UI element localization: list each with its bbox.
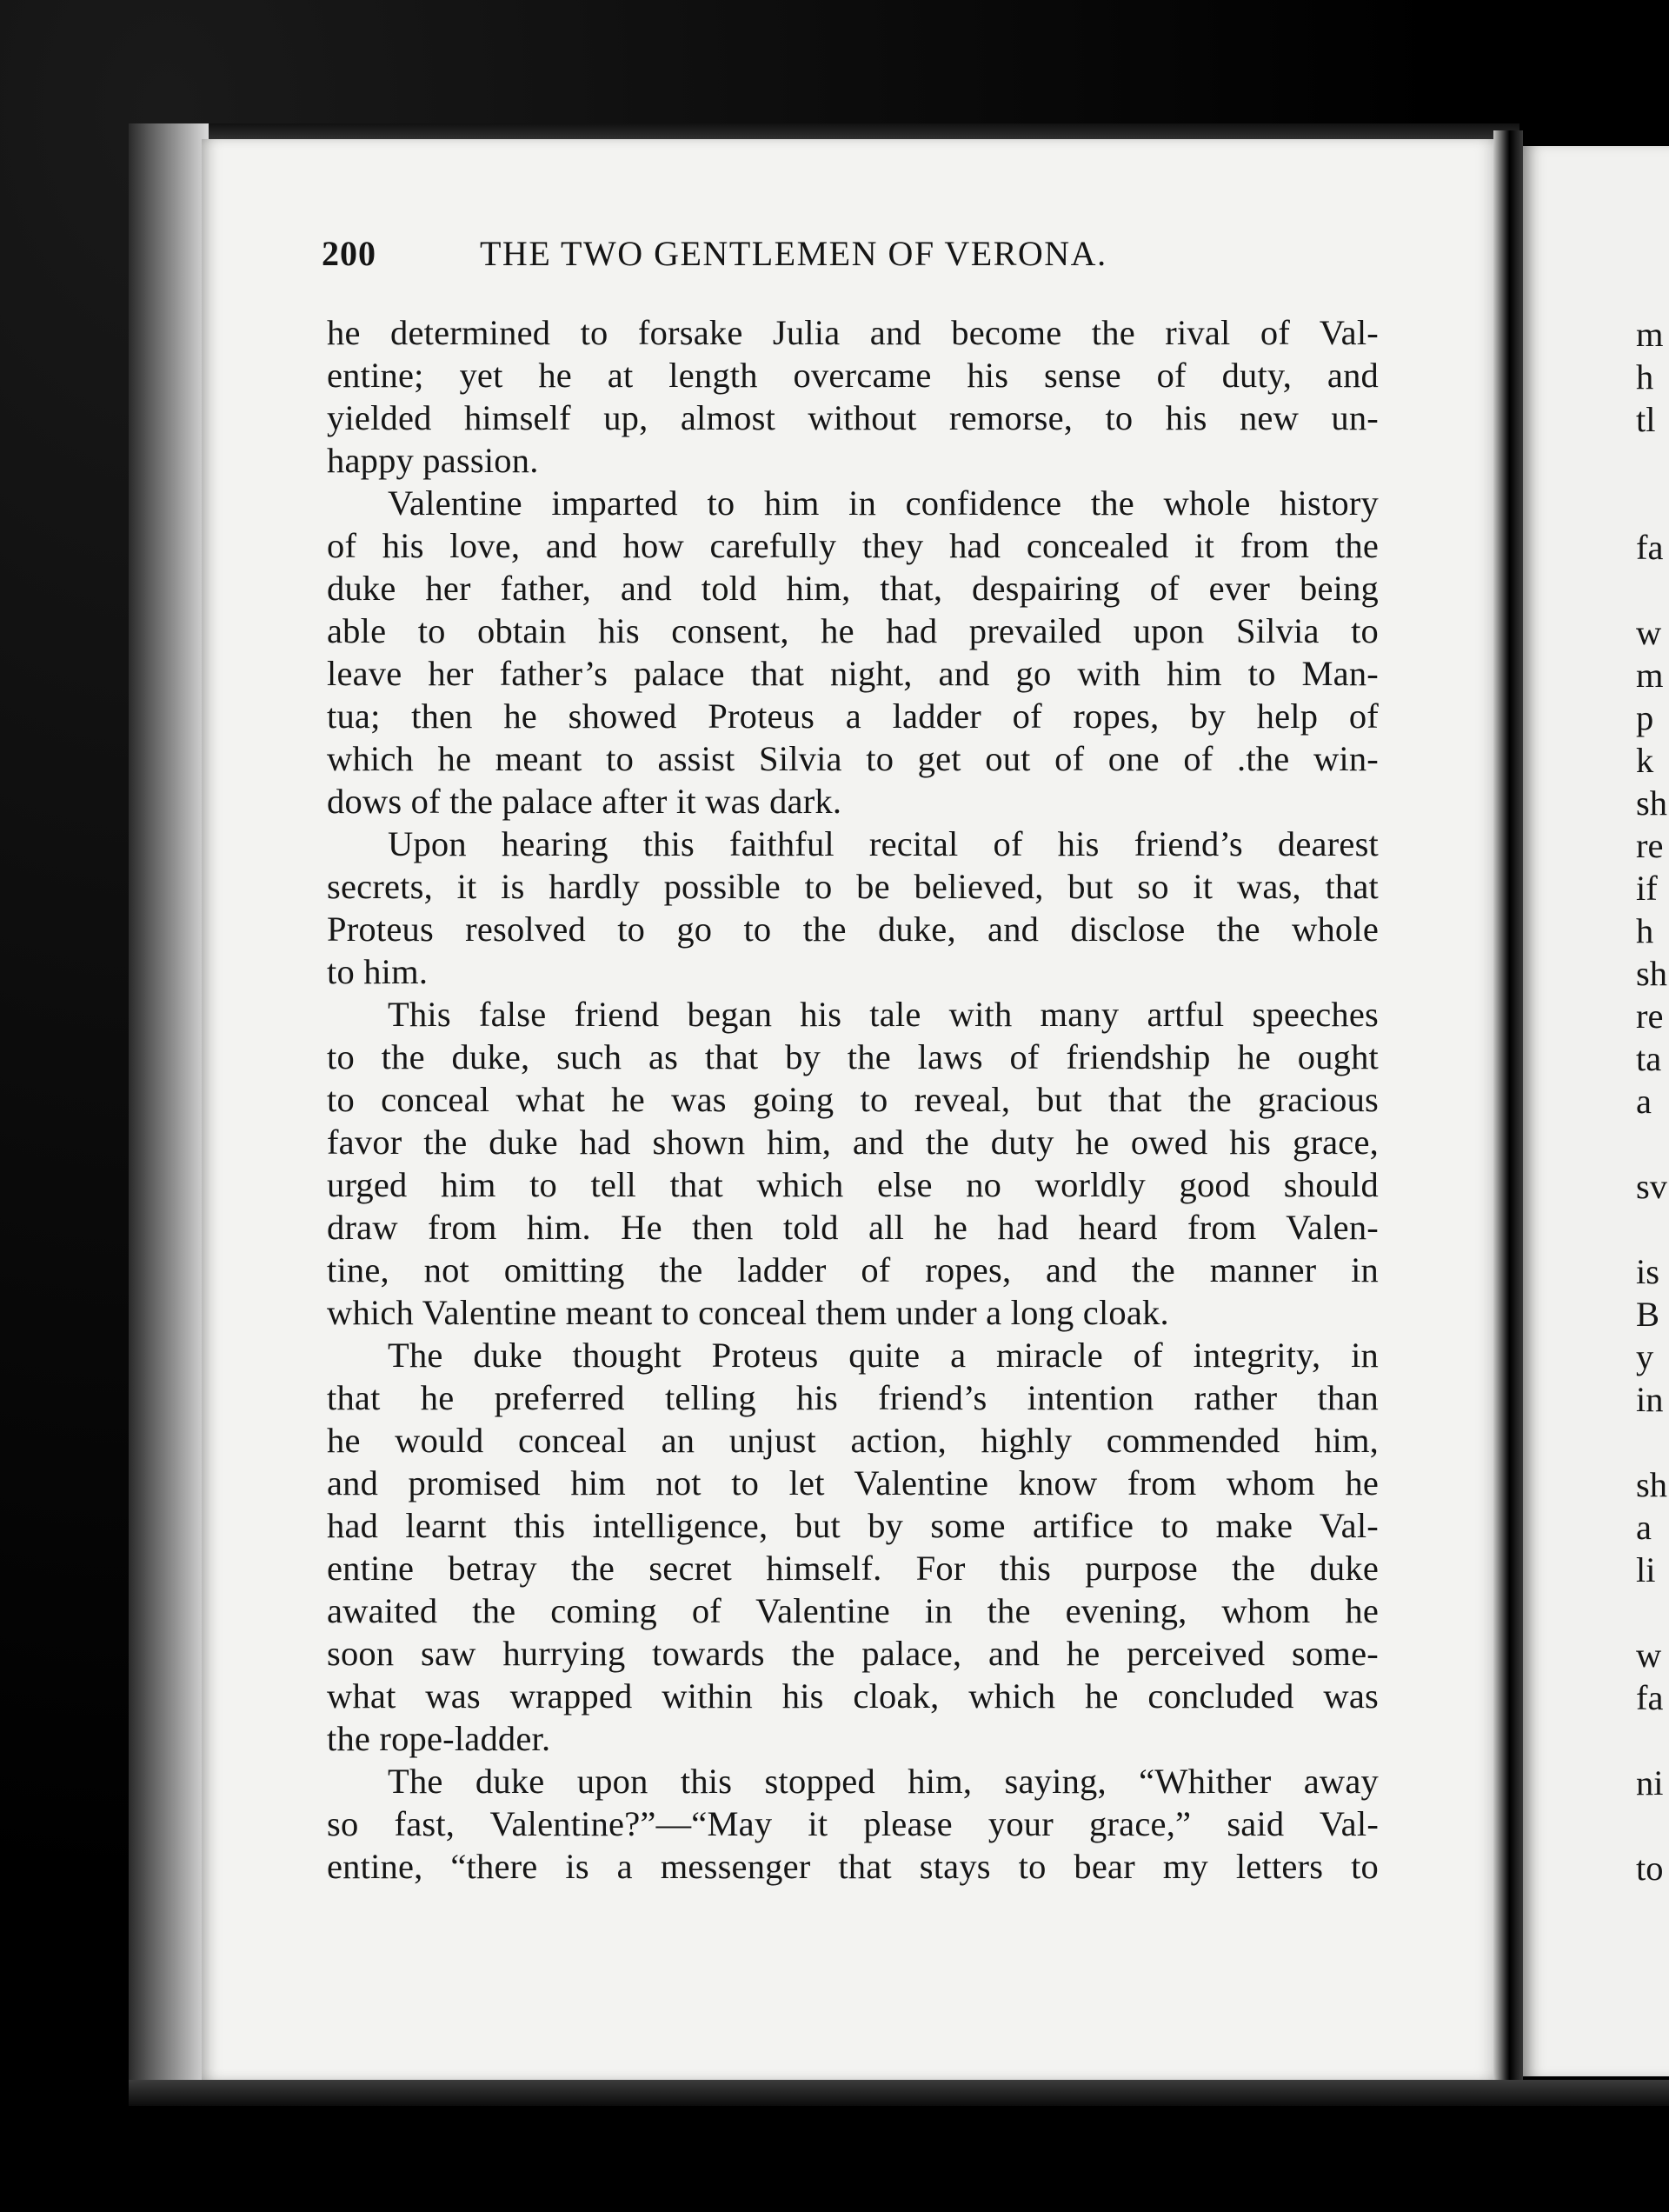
text-line: which Valentine meant to conceal them under a long cloak. bbox=[327, 1293, 1169, 1332]
paragraph bbox=[327, 311, 1379, 482]
text-line: to the duke, such as that by the laws of friendship he ought bbox=[327, 1037, 1379, 1076]
book-top-edge bbox=[129, 123, 1519, 141]
facing-page-fragment: ta bbox=[1636, 1039, 1662, 1078]
facing-page-fragment: y bbox=[1636, 1337, 1654, 1376]
text-line: leave her father’s palace that night, and go with him to Man- bbox=[327, 654, 1379, 693]
text-line: entine, “there is a messenger that stays to bear my letters to bbox=[327, 1847, 1379, 1886]
facing-page-fragment: a bbox=[1636, 1082, 1652, 1121]
text-line: draw from him. He then told all he had heard from Valen- bbox=[327, 1208, 1379, 1247]
facing-page-fragment: fa bbox=[1636, 528, 1664, 567]
body-text bbox=[327, 311, 1379, 1888]
facing-page-fragment: in bbox=[1636, 1380, 1664, 1419]
text-line: urged him to tell that which else no worldly good should bbox=[327, 1165, 1379, 1204]
text-line: what was wrapped within his cloak, which he concluded was bbox=[327, 1676, 1379, 1716]
facing-page-fragment: k bbox=[1636, 741, 1654, 780]
facing-page-fragment: m bbox=[1636, 656, 1664, 695]
text-line: Upon hearing this faithful recital of his friend’s dearest bbox=[388, 824, 1379, 863]
text-line: and promised him not to let Valentine know from whom he bbox=[327, 1463, 1379, 1502]
facing-page-fragment: to bbox=[1636, 1849, 1664, 1888]
facing-page-fragment: ni bbox=[1636, 1763, 1664, 1802]
facing-page-fragment: h bbox=[1636, 911, 1654, 950]
facing-page-fragment: sh bbox=[1636, 783, 1668, 823]
facing-page-fragment: is bbox=[1636, 1252, 1660, 1291]
facing-page-text bbox=[1636, 313, 1669, 1889]
facing-page-fragment: sh bbox=[1636, 1465, 1668, 1504]
facing-page-fragment: re bbox=[1636, 826, 1664, 865]
facing-page-fragment: fa bbox=[1636, 1678, 1664, 1717]
facing-page-fragment: w bbox=[1636, 613, 1662, 652]
text-line: happy passion. bbox=[327, 441, 539, 480]
text-line: Proteus resolved to go to the duke, and disclose the whole bbox=[327, 909, 1379, 949]
text-line: the rope-ladder. bbox=[327, 1719, 551, 1758]
text-line: that he preferred telling his friend’s intention rather than bbox=[327, 1378, 1379, 1417]
text-line: had learnt this intelligence, but by some artifice to make Val- bbox=[327, 1506, 1379, 1545]
paragraph bbox=[327, 482, 1379, 823]
facing-page-fragment: sh bbox=[1636, 954, 1668, 993]
text-line: he determined to forsake Julia and become the rival of Val- bbox=[327, 313, 1379, 352]
facing-page-fragment: w bbox=[1636, 1636, 1662, 1675]
text-line: The duke upon this stopped him, saying, “Whither away bbox=[388, 1762, 1379, 1801]
text-line: duke her father, and told him, that, despairing of ever being bbox=[327, 569, 1379, 608]
paragraph bbox=[327, 1334, 1379, 1760]
page-number: 200 bbox=[322, 234, 376, 273]
text-line: Valentine imparted to him in confidence the whole history bbox=[388, 483, 1379, 523]
text-line: tua; then he showed Proteus a ladder of ropes, by help of bbox=[327, 696, 1379, 736]
text-line: This false friend began his tale with many artful speeches bbox=[388, 995, 1379, 1034]
paragraph bbox=[327, 993, 1379, 1334]
facing-page-fragment: m bbox=[1636, 315, 1664, 354]
paragraph bbox=[327, 823, 1379, 993]
book-gutter bbox=[1493, 130, 1523, 2087]
text-line: which he meant to assist Silvia to get out of one of .the win- bbox=[327, 739, 1379, 778]
text-line: able to obtain his consent, he had prevailed upon Silvia to bbox=[327, 611, 1379, 650]
book-page-edges bbox=[129, 123, 209, 2080]
text-line: entine betray the secret himself. For this purpose the duke bbox=[327, 1549, 1379, 1588]
facing-page-fragment: a bbox=[1636, 1508, 1652, 1547]
facing-page-fragment: B bbox=[1636, 1295, 1660, 1334]
text-line: soon saw hurrying towards the palace, and he perceived some- bbox=[327, 1634, 1379, 1673]
book-bottom-edge bbox=[129, 2080, 1669, 2106]
running-header bbox=[322, 233, 1217, 285]
facing-page-fragment: tl bbox=[1636, 400, 1656, 439]
text-line: yielded himself up, almost without remorse, to his new un- bbox=[327, 398, 1379, 437]
facing-page-fragment: li bbox=[1636, 1550, 1656, 1589]
facing-page-fragment: re bbox=[1636, 996, 1664, 1036]
text-line: dows of the palace after it was dark. bbox=[327, 782, 842, 821]
text-line: entine; yet he at length overcame his sense of duty, and bbox=[327, 356, 1379, 395]
facing-page-fragment: p bbox=[1636, 698, 1654, 737]
text-line: favor the duke had shown him, and the duty he owed his grace, bbox=[327, 1123, 1379, 1162]
text-line: secrets, it is hardly possible to be believed, but so it was, that bbox=[327, 867, 1379, 906]
text-line: so fast, Valentine?”—“May it please your grace,” said Val- bbox=[327, 1804, 1379, 1843]
running-title: THE TWO GENTLEMEN OF VERONA. bbox=[480, 234, 1107, 273]
facing-page-fragment: sv bbox=[1636, 1167, 1668, 1206]
text-line: The duke thought Proteus quite a miracle of integrity, in bbox=[388, 1336, 1379, 1375]
text-line: tine, not omitting the ladder of ropes, and the manner in bbox=[327, 1250, 1379, 1289]
text-line: of his love, and how carefully they had concealed it from the bbox=[327, 526, 1379, 565]
facing-page-fragment: h bbox=[1636, 357, 1654, 396]
facing-page-fragment: if bbox=[1636, 869, 1658, 908]
text-line: to conceal what he was going to reveal, but that the gracious bbox=[327, 1080, 1379, 1119]
paragraph bbox=[327, 1760, 1379, 1888]
text-line: to him. bbox=[327, 952, 429, 991]
text-line: awaited the coming of Valentine in the evening, whom he bbox=[327, 1591, 1379, 1630]
text-line: he would conceal an unjust action, highly commended him, bbox=[327, 1421, 1379, 1460]
